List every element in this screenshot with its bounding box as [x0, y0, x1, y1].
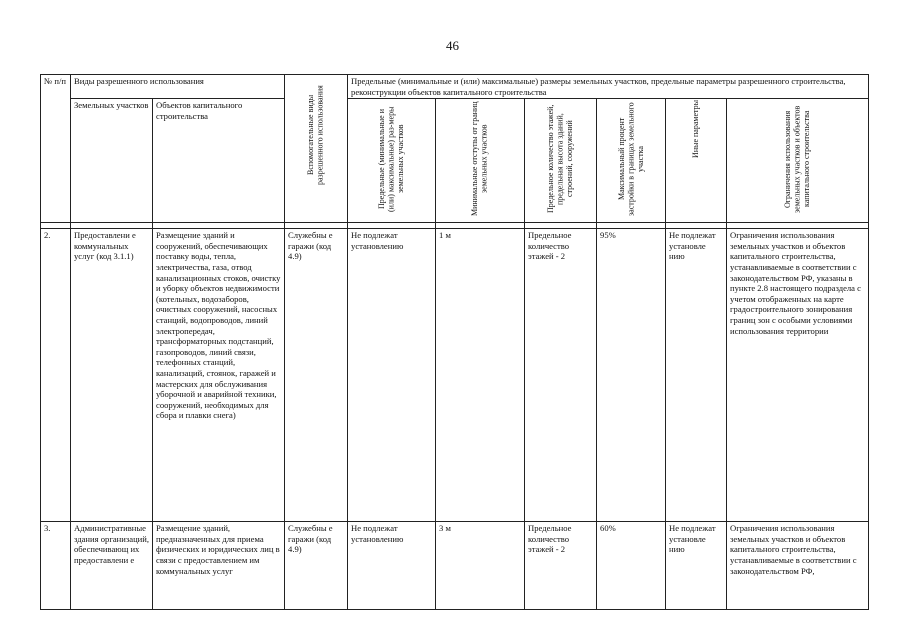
header-restrictions-cell — [727, 99, 869, 223]
header-other-params-cell — [666, 99, 727, 223]
row-restrictions: Ограничения использования земельных участков и объектов капитального строительства, устанавливаемые в соответствии с законодательством РФ, — [727, 522, 869, 610]
header-auxiliary-use-cell — [285, 75, 348, 223]
header-limit-parameters: Предельные (минимальные и (или) максимальные) размеры земельных участков, предельные параметры разрешенного строительства, реконструкции объектов капитального строительства — [348, 75, 869, 99]
header-capital-objects: Объектов капитального строительства — [153, 99, 285, 223]
header-max-coverage: Максимальный процент застройки в границах земельного участка — [616, 102, 645, 217]
table-row — [41, 229, 869, 522]
row-number: 3. — [41, 522, 71, 610]
row-floors: Предельное количество этажей - 2 — [525, 229, 597, 522]
row-number: 2. — [41, 229, 71, 522]
row-objects: Размещение зданий и сооружений, обеспечивающих поставку воды, тепла, электричества, газа, отвод канализационных стоков, очистку и уборку объектов недвижимости (котельных, водозаборов, очистных сооружений, насосных станций, водопроводов, линий электропередач, трансформаторных подстанций, газопроводов, линий связи, телефонных станций, канализаций, стоянок, гаражей и мастерских для обслуживания уборочной и аварийной техники, сооружений, необходимых для сбора и плавки снега) — [153, 229, 285, 522]
row-land-use: Административные здания организаций, обеспечивающ их предоставлени е — [71, 522, 153, 610]
row-plot-size: Не подлежат установлению — [348, 522, 436, 610]
row-floors: Предельное количество этажей - 2 — [525, 522, 597, 610]
header-restrictions: Ограничения использования земельных участков и объектов капитального строительства — [783, 105, 812, 213]
row-setback: 1 м — [436, 229, 525, 522]
header-plot-size-cell — [348, 99, 436, 223]
row-other: Не подлежат установле нию — [666, 229, 727, 522]
header-max-floors: Предельное количество этажей, предельная высота зданий, строений, сооружений — [546, 104, 575, 214]
table-row — [41, 522, 869, 610]
land-use-table — [40, 74, 869, 610]
header-permitted-use-kinds: Виды разрешенного использования — [71, 75, 285, 99]
row-other: Не подлежат установле нию — [666, 522, 727, 610]
header-max-coverage-cell — [597, 99, 666, 223]
row-coverage: 60% — [597, 522, 666, 610]
header-max-floors-cell — [525, 99, 597, 223]
row-coverage: 95% — [597, 229, 666, 522]
row-land-use: Предоставлени е коммунальных услуг (код 3.1.1) — [71, 229, 153, 522]
row-auxiliary: Служебны е гаражи (код 4.9) — [285, 229, 348, 522]
row-auxiliary: Служебны е гаражи (код 4.9) — [285, 522, 348, 610]
header-other-params: Иные параметры — [691, 100, 701, 159]
row-restrictions: Ограничения использования земельных участков и объектов капитального строительства, устанавливаемые в соответствии с законодательством РФ, указаны в пункте 2.8 настоящего подраздела с учетом отображенных на карте градостроительного зонирования границ зон с особыми условиями использования территории — [727, 229, 869, 522]
header-land-plots: Земельных участков — [71, 99, 153, 223]
header-plot-size: Предельные (минимальные и (или) максимальные) раз-меры земельных участков — [377, 106, 406, 212]
header-number: № п/п — [41, 75, 71, 223]
row-setback: 3 м — [436, 522, 525, 610]
row-plot-size: Не подлежат установлению — [348, 229, 436, 522]
row-objects: Размещение зданий, предназначенных для приема физических и юридических лиц в связи с предоставлением им коммунальных услуг — [153, 522, 285, 610]
header-min-setback: Минимальные отступы от границ земельных участков — [470, 101, 490, 217]
header-auxiliary-use: Вспомогательные виды разрешенного использования — [306, 85, 326, 185]
header-min-setback-cell — [436, 99, 525, 223]
page-number: 46 — [446, 38, 459, 53]
